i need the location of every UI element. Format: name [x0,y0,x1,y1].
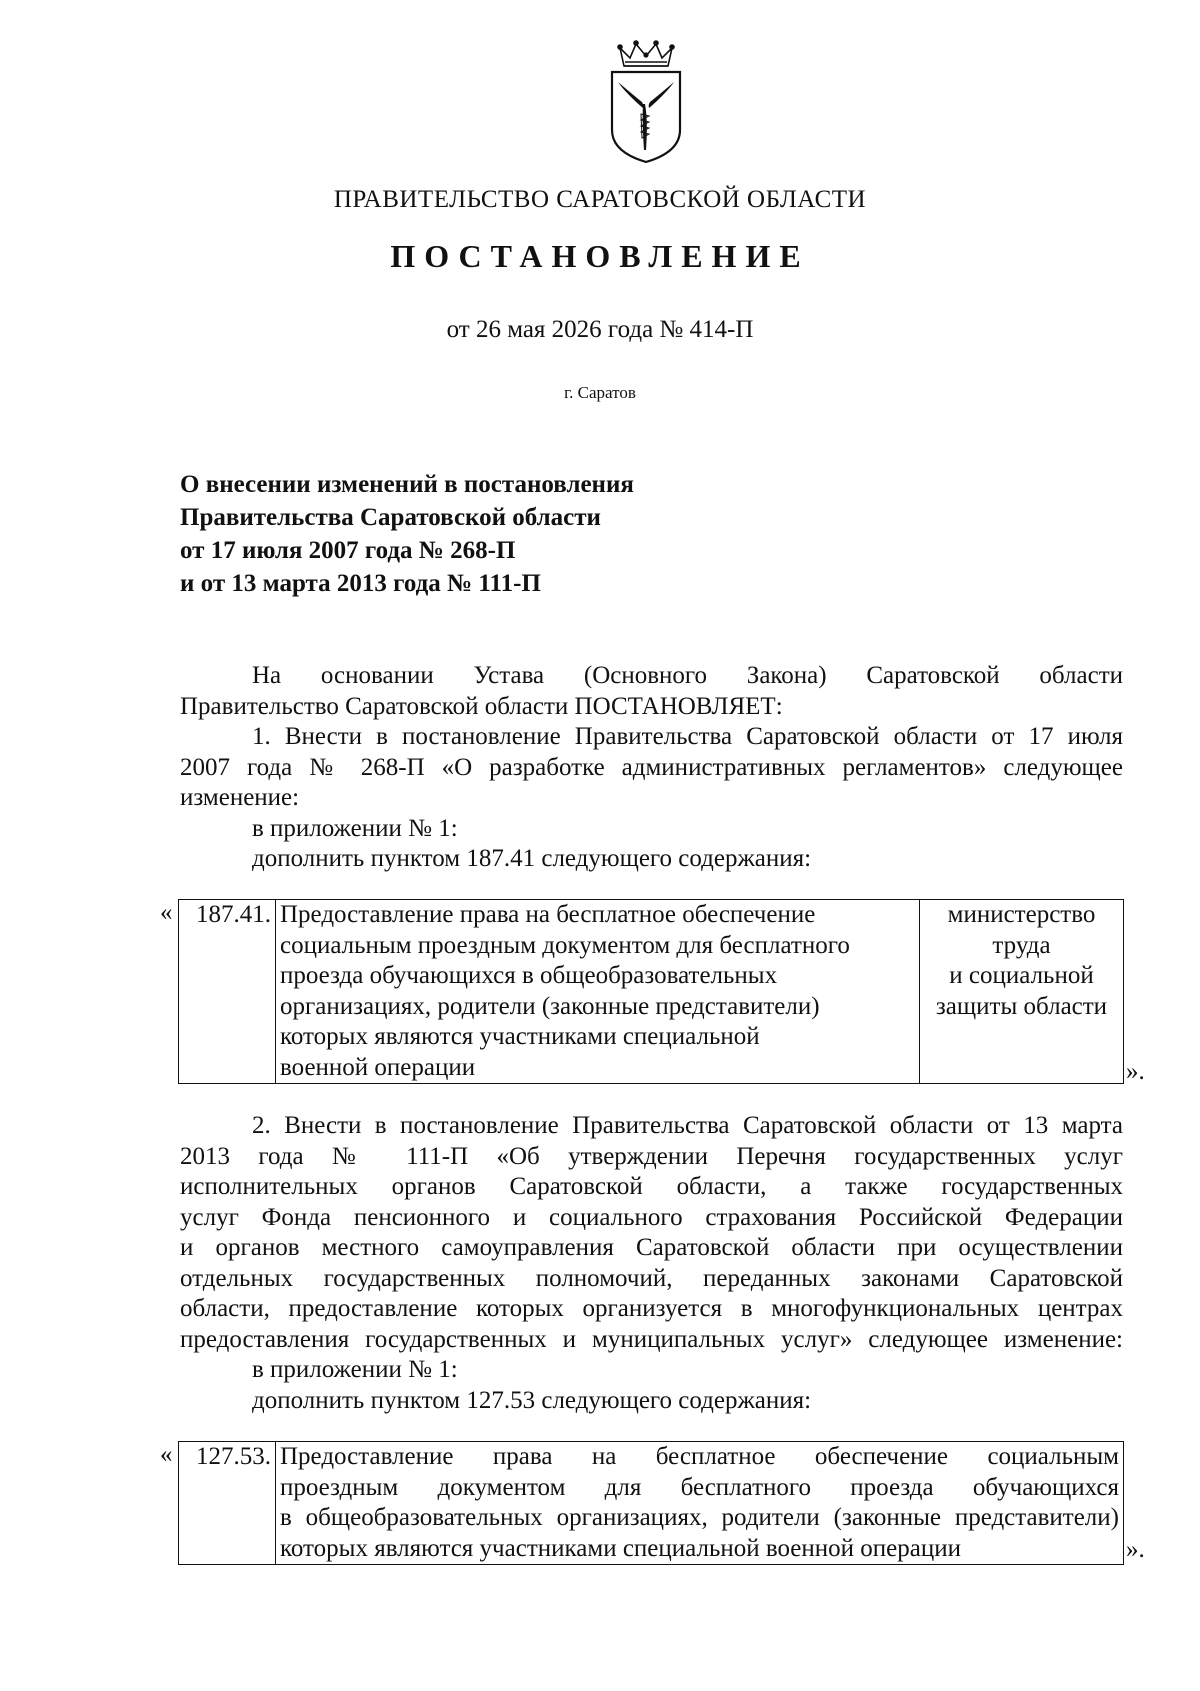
coat-of-arms-emblem [608,38,684,164]
description-line: проездным документом для бесплатного проезда обучающихся [280,1473,1119,1501]
description-line: Предоставление права на бесплатное обеспечение социальным [280,1443,1119,1470]
preamble [180,661,1123,875]
table1-open-quote: « [160,899,173,926]
document-city: г. Саратов [564,383,636,402]
table1-close-quote: ». [1126,1058,1145,1085]
table2-open-quote: « [160,1441,173,1468]
document-subject [180,468,634,600]
description-line: в общеобразовательных организациях, родители (законные представители) [280,1504,1119,1531]
government-name: ПРАВИТЕЛЬСТВО САРАТОВСКОЙ ОБЛАСТИ [333,186,867,213]
description-line: которых являются участниками специальной военной операции [280,1534,961,1562]
item1-line: 1. Внести в постановление Правительства Саратовской области от 17 июля [252,723,1123,750]
description-line: социальным проездным документом для бесплатного [280,931,850,959]
description-line: организациях, родители (законные представители) [280,992,820,1020]
item2-line: предоставления государственных и муниципальных услуг» следующее изменение: [180,1325,1123,1353]
item2-line: области, предоставление которых организуется в многофункциональных центрах [180,1295,1123,1322]
authority-line: труда [992,931,1051,959]
insert-table-187-41 [178,899,1124,1084]
item1-appendix: в приложении № 1: [252,814,458,842]
subject-line: О внесении изменений в постановления [180,471,634,498]
item1-line: 2007 года № 268-П «О разработке административных регламентов» следующее [180,753,1123,781]
item2-appendix: в приложении № 1: [252,1356,458,1383]
description-line: проезда обучающихся в общеобразовательных [280,962,778,989]
table-row [179,900,1124,1084]
document-type-title: ПОСТАНОВЛЕНИЕ [390,238,810,274]
item1-add-point: дополнить пунктом 187.41 следующего содержания: [252,845,812,872]
preamble-line: На основании Устава (Основного Закона) Саратовской области [252,662,1123,689]
insert-table-127-53 [178,1441,1124,1565]
description-line: Предоставление права на бесплатное обеспечение [280,901,816,928]
item2-add-point: дополнить пунктом 127.53 следующего содержания: [252,1386,812,1414]
table-row [179,1442,1124,1565]
table2-close-quote: ». [1126,1536,1145,1563]
authority-line: министерство [947,901,1096,928]
point-number: 127.53. [179,1442,276,1565]
document-date-number: от 26 мая 2026 года № 414-П [446,316,754,343]
item1-line: изменение: [180,784,300,811]
subject-line: и от 13 марта 2013 года № 111-П [180,570,541,597]
item2-line: 2. Внести в постановление Правительства Саратовской области от 13 марта [252,1112,1123,1139]
item2-line: услуг Фонда пенсионного и социального страхования Российской Федерации [180,1203,1123,1231]
item2-line: 2013 года № 111-П «Об утверждении Перечня государственных услуг [180,1142,1123,1170]
responsible-authority [920,900,1124,1084]
subject-line: Правительства Саратовской области [180,504,601,531]
item2-line: исполнительных органов Саратовской области, а также государственных [180,1173,1123,1200]
authority-line: и социальной [949,962,1094,989]
subject-line: от 17 июля 2007 года № 268-П [180,537,516,564]
service-description [276,1442,1124,1565]
item2-line: и органов местного самоуправления Саратовской области при осуществлении [180,1234,1123,1261]
description-line: которых являются участниками специальной [280,1023,760,1050]
service-description [276,900,920,1084]
description-line: военной операции [280,1053,476,1081]
authority-line: защиты области [935,992,1108,1020]
preamble-line: Правительство Саратовской области ПОСТАНОВЛЯЕТ: [180,692,783,720]
item2-line: отдельных государственных полномочий, переданных законами Саратовской [180,1264,1123,1292]
point-number: 187.41. [179,900,276,1084]
item2 [180,1111,1123,1416]
